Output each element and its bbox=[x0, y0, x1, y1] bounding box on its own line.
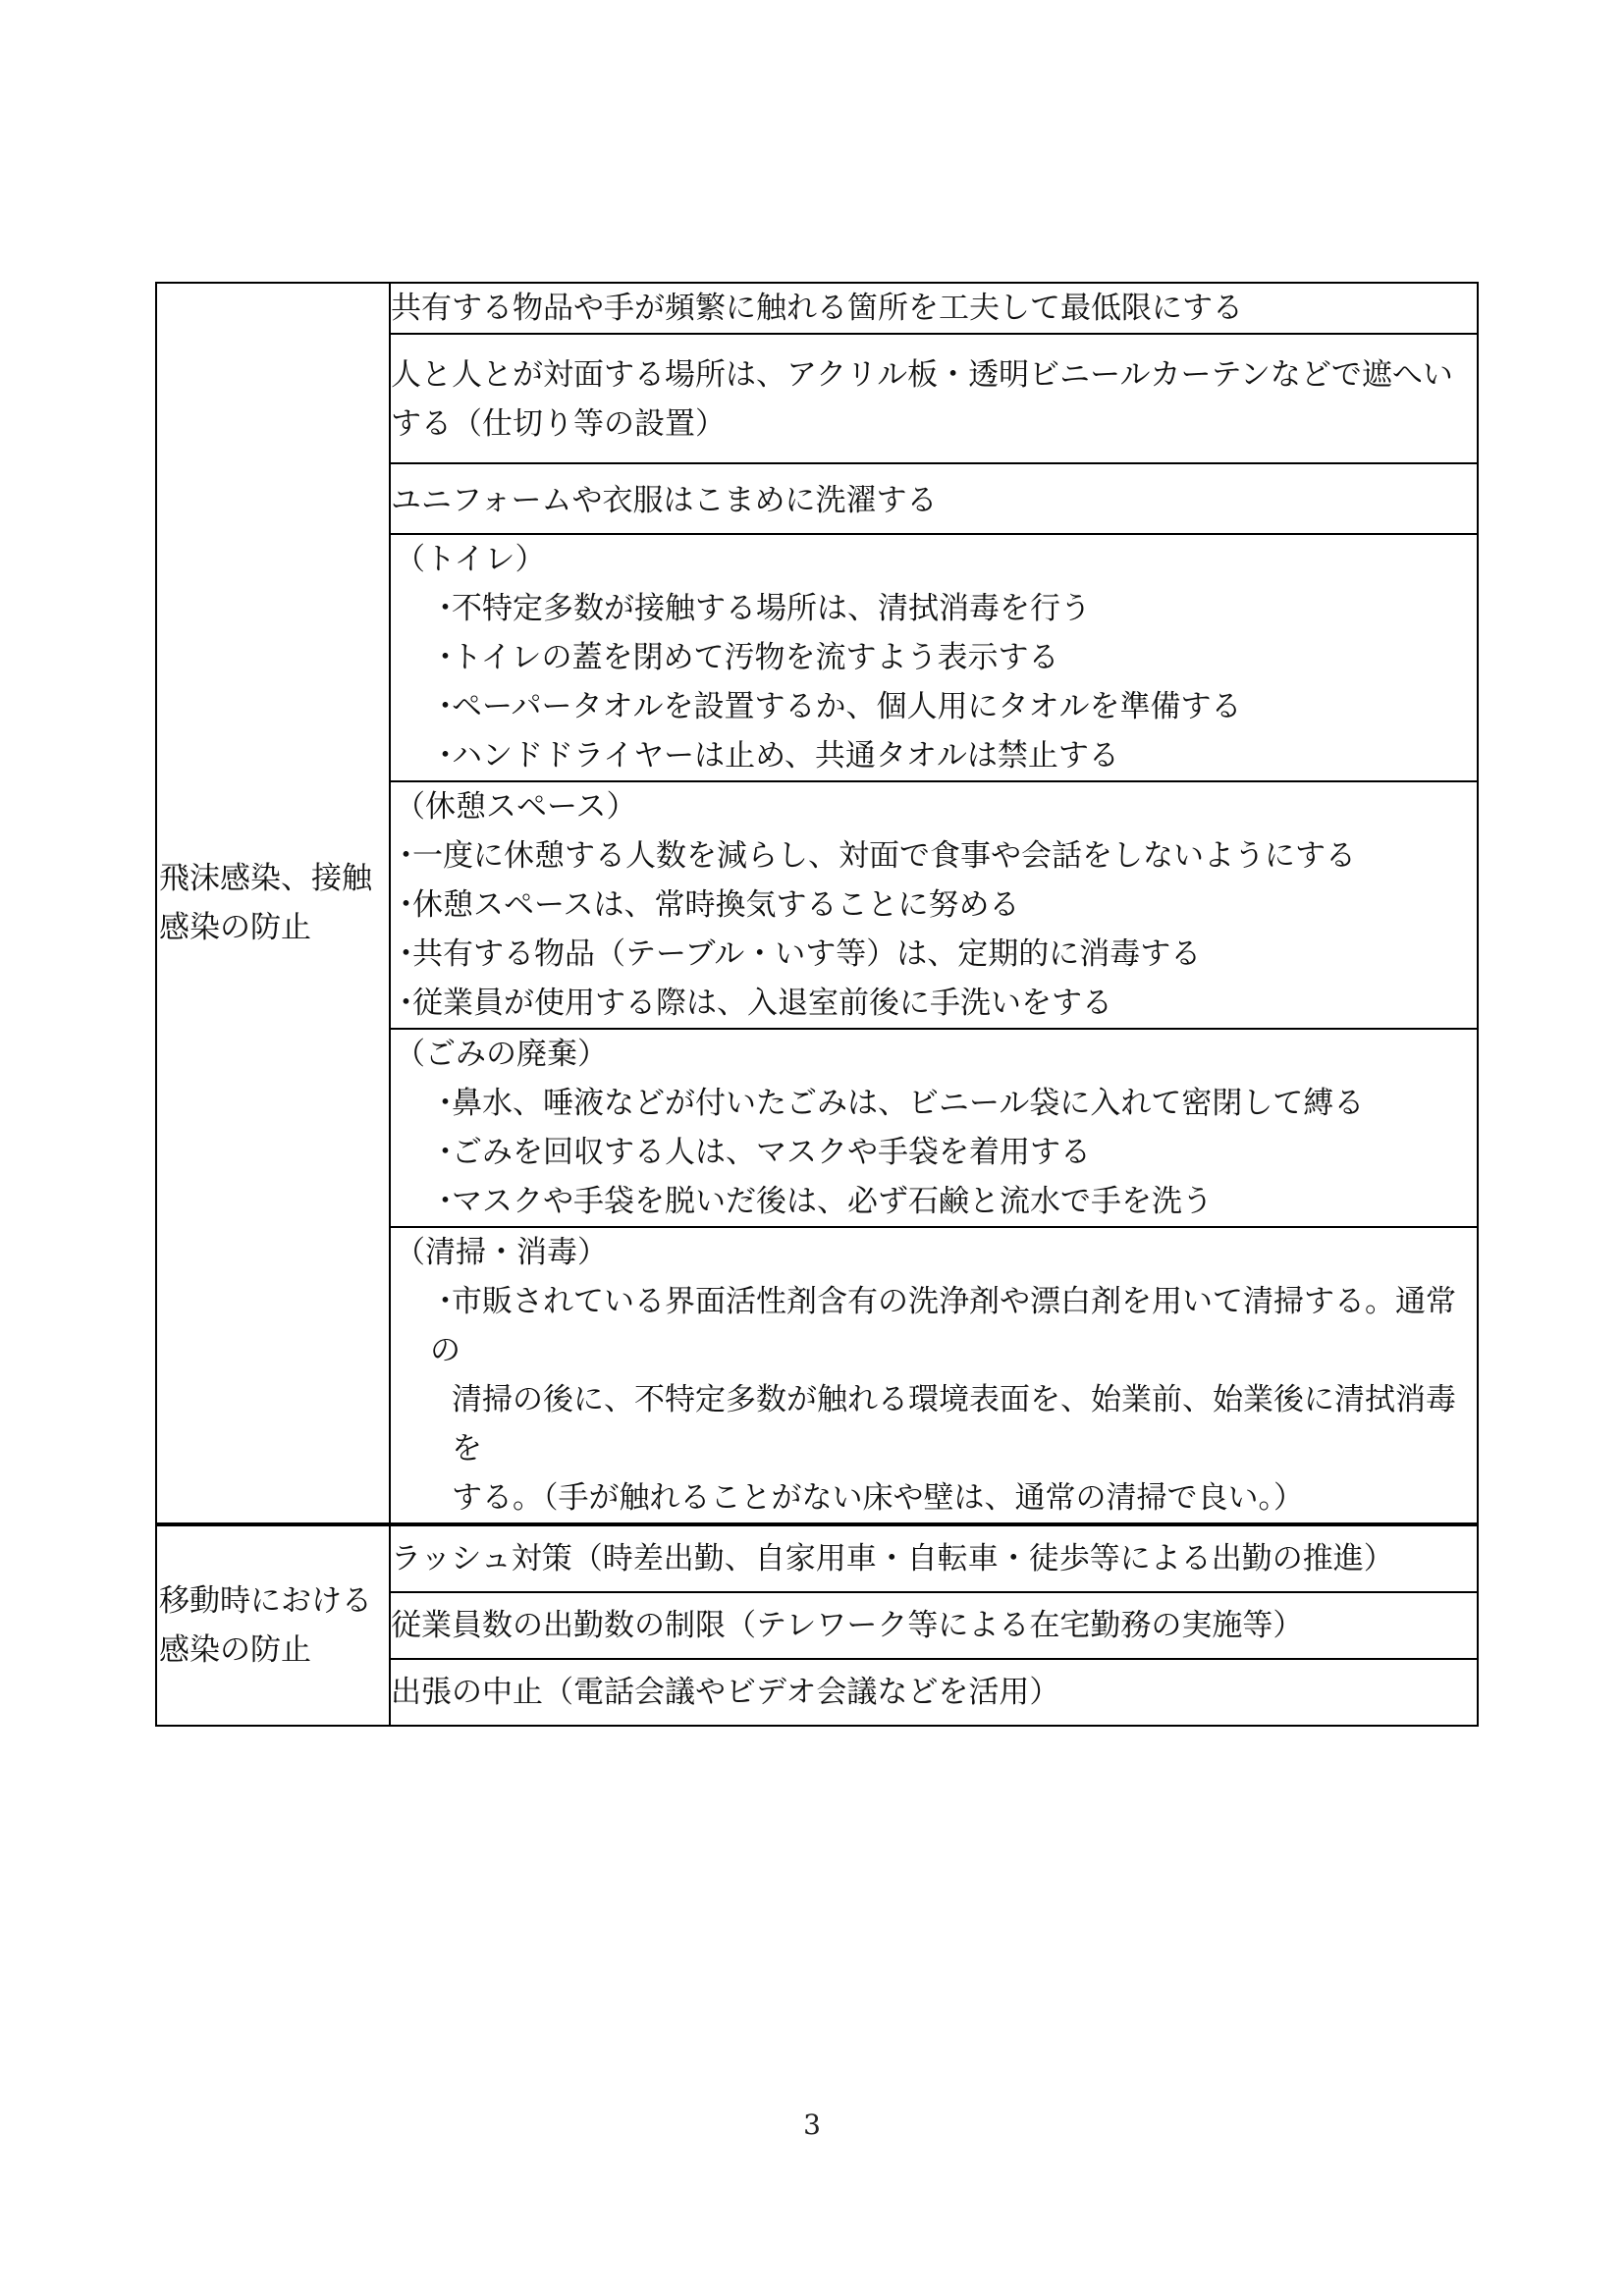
measure-text: 出張の中止（電話会議やビデオ会議などを活用） bbox=[391, 1675, 1060, 1710]
bullet-mark: ・ bbox=[430, 1184, 460, 1219]
list-item-text: 従業員が使用する際は、入退室前後に手洗いをする bbox=[412, 986, 1112, 1021]
measure-text: する（仕切り等の設置） bbox=[391, 406, 726, 442]
category-label-line: 感染の防止 bbox=[159, 1632, 311, 1668]
bullet-mark: ・ bbox=[430, 738, 460, 774]
measure-text: 人と人とが対面する場所は、アクリル板・透明ビニールカーテンなどで遮へい bbox=[391, 357, 1453, 393]
list-item-text: ハンドドライヤーは止め、共通タオルは禁止する bbox=[452, 738, 1119, 774]
group-title: （トイレ） bbox=[395, 542, 546, 577]
page-number: 3 bbox=[803, 2109, 821, 2141]
bullet-mark: ・ bbox=[430, 591, 460, 626]
list-item bbox=[391, 1128, 1477, 1177]
category-cell bbox=[156, 1524, 390, 1726]
list-item-text: 一度に休憩する人数を減らし、対面で食事や会話をしないようにする bbox=[412, 838, 1356, 874]
measure-text: ユニフォームや衣服はこまめに洗濯する bbox=[391, 483, 938, 518]
measure-text: 従業員数の出勤数の制限（テレワーク等による在宅勤務の実施等） bbox=[391, 1608, 1304, 1643]
group-cell-toilet bbox=[390, 534, 1478, 781]
list-item bbox=[391, 731, 1477, 780]
list-item bbox=[391, 831, 1477, 881]
bullet-mark: ・ bbox=[430, 689, 460, 724]
measures-table bbox=[155, 282, 1479, 1727]
bullet-mark: ・ bbox=[430, 1086, 460, 1121]
list-item bbox=[391, 633, 1477, 682]
list-item-text: 市販されている界面活性剤含有の洗浄剤や漂白剤を用いて清掃する。通常の bbox=[430, 1284, 1456, 1368]
measure-cell bbox=[390, 1659, 1478, 1726]
measure-cell bbox=[390, 463, 1478, 534]
category-label-line: 飛沫感染、接触 bbox=[159, 861, 372, 896]
category-cell bbox=[156, 283, 390, 1524]
list-item-text: トイレの蓋を閉めて汚物を流すよう表示する bbox=[452, 640, 1059, 675]
list-item bbox=[391, 584, 1477, 633]
bullet-mark: ・ bbox=[391, 887, 421, 923]
list-item-continuation: 清掃の後に、不特定多数が触れる環境表面を、始業前、始業後に清拭消毒を bbox=[452, 1382, 1456, 1467]
list-item bbox=[391, 1277, 1477, 1375]
bullet-mark: ・ bbox=[430, 1135, 460, 1170]
list-item bbox=[391, 1079, 1477, 1128]
measure-text: 共有する物品や手が頻繁に触れる箇所を工夫して最低限にする bbox=[391, 291, 1243, 326]
measure-cell bbox=[390, 283, 1478, 334]
list-item-text: マスクや手袋を脱いだ後は、必ず石鹸と流水で手を洗う bbox=[452, 1184, 1213, 1219]
list-item bbox=[391, 682, 1477, 731]
list-item bbox=[391, 979, 1477, 1028]
list-item bbox=[391, 1177, 1477, 1226]
measure-text: ラッシュ対策（時差出勤、自家用車・自転車・徒歩等による出勤の推進） bbox=[391, 1541, 1394, 1576]
group-cell-garbage bbox=[390, 1029, 1478, 1227]
table-row bbox=[156, 1524, 1478, 1592]
group-cell-rest-space bbox=[390, 781, 1478, 1029]
measure-cell bbox=[390, 1524, 1478, 1592]
bullet-mark: ・ bbox=[430, 640, 460, 675]
list-item-continuation: する。（手が触れることがない床や壁は、通常の清掃で良い。） bbox=[452, 1480, 1304, 1516]
bullet-mark: ・ bbox=[391, 838, 421, 874]
list-item-text: 休憩スペースは、常時換気することに努める bbox=[412, 887, 1020, 923]
list-item-text: ごみを回収する人は、マスクや手袋を着用する bbox=[452, 1135, 1091, 1170]
group-cell-cleaning bbox=[390, 1227, 1478, 1524]
list-item-text: 鼻水、唾液などが付いたごみは、ビニール袋に入れて密閉して縛る bbox=[452, 1086, 1365, 1121]
bullet-mark: ・ bbox=[391, 986, 421, 1021]
bullet-mark: ・ bbox=[430, 1284, 460, 1319]
list-item-text: ペーパータオルを設置するか、個人用にタオルを準備する bbox=[452, 689, 1242, 724]
group-title: （ごみの廃棄） bbox=[395, 1037, 608, 1072]
list-item-text: 共有する物品（テーブル・いす等）は、定期的に消毒する bbox=[412, 936, 1202, 972]
table-row bbox=[156, 283, 1478, 334]
bullet-mark: ・ bbox=[391, 936, 421, 972]
category-label-line: 感染の防止 bbox=[159, 910, 311, 945]
list-item-text: 不特定多数が接触する場所は、清拭消毒を行う bbox=[452, 591, 1091, 626]
group-title: （清掃・消毒） bbox=[395, 1235, 608, 1270]
measure-cell bbox=[390, 334, 1478, 463]
list-item bbox=[391, 930, 1477, 979]
group-title: （休憩スペース） bbox=[395, 789, 637, 825]
category-label-line: 移動時における bbox=[159, 1583, 372, 1619]
list-item bbox=[391, 881, 1477, 930]
measure-cell bbox=[390, 1592, 1478, 1659]
